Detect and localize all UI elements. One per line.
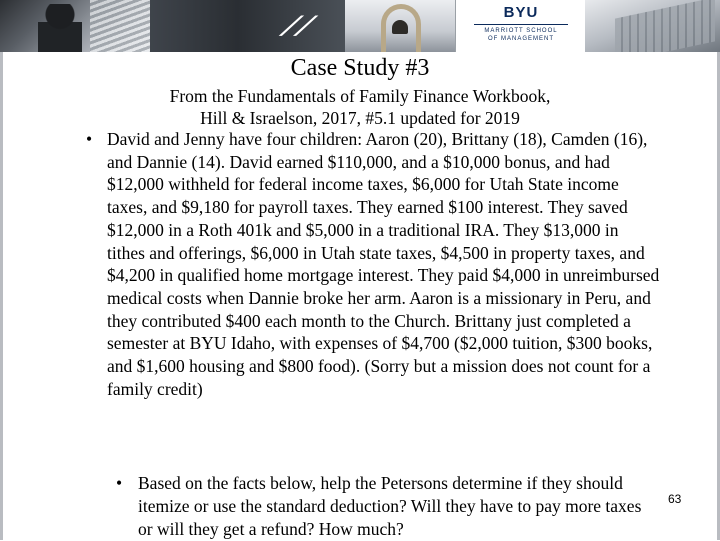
- sub-bullet: [112, 472, 652, 541]
- logo-sub-line-1: MARRIOTT SCHOOL: [484, 28, 558, 34]
- logo-divider: [474, 24, 568, 25]
- sub-bullet-icon: •: [116, 473, 123, 493]
- byu-logo: [455, 0, 587, 52]
- byu-logo-text: BYU: [503, 4, 539, 21]
- building-shape: [615, 0, 715, 52]
- byu-logo-subtitle: [456, 27, 586, 43]
- slide-title: Case Study #3: [290, 55, 430, 81]
- main-bullet-text: David and Jenny have four children: Aaron (20), Brittany (18), Camden (16), and Dannie (14). David earned $110,000, and a $10,000 bonus, and had $12,000 withheld for federal income taxes, $6,000 for Utah State income taxes, and $9,180 for payroll taxes. They earned $100 interest. They saved $12,000 in a Roth 401k and $5,000 in a traditional IRA. They $13,000 in tithes and offerings, $6,000 in Utah state taxes, $4,500 in property taxes, and $4,200 in qualified home mortgage interest. They paid $4,000 in unreimbursed medical costs when Dannie broke her arm. Aaron is a missionary in Peru, and they contributed $400 each month to the Church. Brittany just completed a semester at BYU Idaho, with expenses of $4,700 ($2,000 tuition, $300 books, and $1,600 housing and $800 food). (Sorry but a mission does not count for a family credit): [107, 129, 660, 399]
- flag-stripes: [90, 0, 150, 52]
- building-photo: [585, 0, 720, 52]
- subtitle-line-1: From the Fundamentals of Family Finance Workbook,: [169, 86, 551, 106]
- bell-tower-photo: [345, 0, 455, 52]
- statue-figure: [38, 4, 82, 52]
- y-mountain-icon: ⟋⟋: [280, 12, 309, 42]
- main-bullet: [80, 128, 660, 400]
- sub-bullet-text: Based on the facts below, help the Petersons determine if they should itemize or use the standard deduction? Will they have to pay more taxes or will they get a refund? How much?: [138, 473, 642, 539]
- page-number: 63: [668, 492, 682, 506]
- statue-photo: [0, 0, 150, 52]
- bell-icon: [392, 20, 408, 34]
- subtitle-line-2: Hill & Israelson, 2017, #5.1 updated for 2019: [200, 108, 520, 128]
- header-banner: [0, 0, 720, 52]
- dark-photo-panel: [150, 0, 345, 52]
- logo-sub-line-2: OF MANAGEMENT: [487, 36, 554, 42]
- slide-subtitle: [0, 85, 720, 129]
- bullet-icon: •: [86, 129, 93, 149]
